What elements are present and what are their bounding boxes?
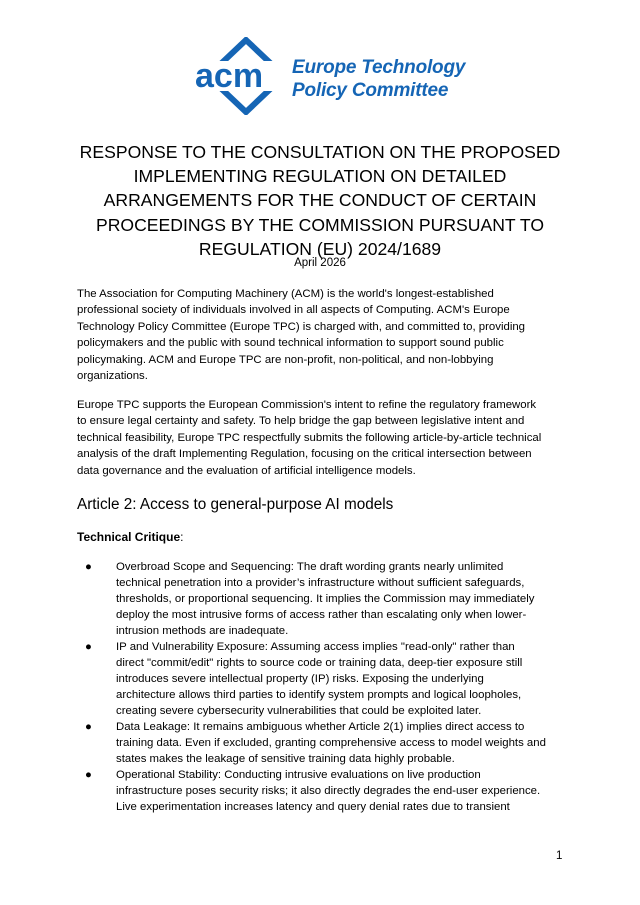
bullet-line: training data. Even if excluded, granting comprehensive access to model weights and	[116, 737, 546, 749]
bullet-line: architecture allows third parties to identify system prompts and logical loopholes,	[116, 689, 522, 701]
paragraph-line: analysis of the draft Implementing Regulation, focusing on the critical intersection between	[77, 448, 532, 461]
paragraph-line: The Association for Computing Machinery (ACM) is the world's longest-established	[77, 288, 494, 300]
intro-paragraph-acm	[77, 286, 577, 384]
paragraph-line: organizations.	[77, 370, 148, 383]
bullet-icon: ●	[85, 641, 92, 653]
list-item	[77, 719, 577, 767]
paragraph-line: policymakers and the public with sound technical information to support sound public	[77, 337, 504, 350]
document-date: April 2026	[294, 257, 346, 269]
paragraph-line: professional society of individuals involved in all aspects of Computing. ACM's Europe	[77, 304, 510, 317]
subheading	[77, 530, 183, 544]
title-line: REGULATION (EU) 2024/1689	[198, 238, 442, 259]
bullet-icon: ●	[85, 769, 92, 781]
paragraph-line: Europe TPC supports the European Commission's intent to refine the regulatory framework	[77, 399, 537, 411]
section-heading: Article 2: Access to general-purpose AI models	[77, 496, 394, 513]
paragraph-line: technical feasibility, Europe TPC respectfully submits the following article-by-article technical	[77, 431, 542, 444]
bullet-line: IP and Vulnerability Exposure: Assuming access implies "read-only" rather than	[116, 641, 515, 653]
bullet-line: states makes the leakage of sensitive training data highly probable.	[116, 753, 455, 765]
bullet-icon: ●	[85, 561, 92, 573]
logo-org-line1: Europe Technology	[292, 57, 466, 78]
document-title	[40, 140, 600, 261]
critique-bullet-list	[77, 559, 577, 815]
bullet-line: Overbroad Scope and Sequencing: The draft wording grants nearly unlimited	[116, 561, 504, 573]
list-item	[77, 639, 577, 719]
subheading-label: Technical Critique	[77, 530, 181, 544]
bullet-line: Live experimentation increases latency and query denial rates due to transient	[116, 801, 510, 813]
bullet-line: direct "commit/edit" rights to source code or training data, deep-tier exposure still	[116, 657, 523, 669]
logo-org-line2: Policy Committee	[292, 80, 449, 101]
bullet-line: intrusion methods are inadequate.	[116, 625, 289, 637]
intro-paragraph-tpc	[77, 397, 577, 479]
bullet-line: Data Leakage: It remains ambiguous whether Article 2(1) implies direct access to	[116, 721, 525, 733]
paragraph-line: Technology Policy Committee (Europe TPC) is charged with, and committed to, providing	[77, 320, 526, 333]
paragraph-line: data governance and the evaluation of artificial intelligence models.	[77, 464, 416, 477]
title-line: RESPONSE TO THE CONSULTATION ON THE PROPOSED	[79, 142, 561, 162]
bullet-line: technical penetration into a provider’s infrastructure without sufficient safeguards,	[116, 577, 525, 589]
bullet-line: thresholds, or proportional sequencing. It implies the Commission may immediately	[116, 593, 535, 605]
title-line: IMPLEMENTING REGULATION ON DETAILED	[133, 166, 507, 187]
bullet-line: introduces severe intellectual property (IP) risks. Exposing the underlying	[116, 673, 484, 685]
subheading-colon: :	[180, 530, 184, 544]
bullet-icon: ●	[85, 721, 92, 733]
page-number: 1	[556, 850, 563, 862]
title-line: ARRANGEMENTS FOR THE CONDUCT OF CERTAIN	[103, 190, 537, 211]
list-item	[77, 767, 577, 815]
logo-org-name	[292, 56, 465, 102]
bullet-line: creating severe cybersecurity vulnerabilities that could be exploited later.	[116, 705, 482, 717]
logo-mark-text: acm	[195, 57, 264, 95]
title-line: PROCEEDINGS BY THE COMMISSION PURSUANT TO	[95, 214, 545, 235]
bullet-line: Operational Stability: Conducting intrusive evaluations on live production	[116, 769, 481, 781]
paragraph-line: policymaking. ACM and Europe TPC are non-profit, non-political, and non-lobbying	[77, 353, 494, 366]
list-item	[77, 559, 577, 639]
paragraph-line: to ensure legal certainty and safety. To help bridge the gap between legislative intent and	[77, 415, 525, 428]
bullet-line: deploy the most intrusive forms of access rather than escalating only when lower-	[116, 609, 527, 621]
bullet-line: infrastructure poses security risks; it also directly degrades the end-user experience.	[116, 785, 541, 797]
